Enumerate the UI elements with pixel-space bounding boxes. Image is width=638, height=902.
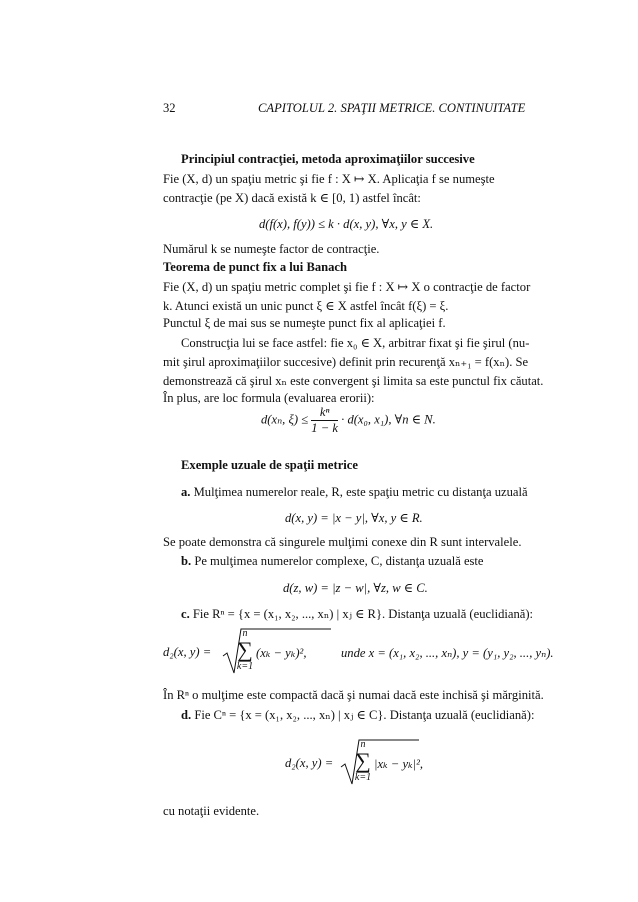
- sigma-icon: ∑: [355, 748, 371, 773]
- banach-line-6: demonstrează că şirul xₙ este convergent şi limita sa este punctul fix căutat.: [163, 374, 544, 388]
- banach-line-4: Construcţia lui se face astfel: fie x₀ ∈ X, arbitrar fixat şi fie şirul (nu-: [181, 336, 530, 350]
- example-c-sum-lower: k=1: [236, 661, 254, 672]
- example-d-text: Fie Cⁿ = {x = (x₁, x₂, ..., xₙ) | xⱼ ∈ C}. Distanţa uzuală (euclidiană):: [194, 708, 535, 722]
- banach-line-5: mit şirul aproximaţiilor succesive) definit prin recurenţă xₙ₊₁ = f(xₙ). Se: [163, 355, 529, 369]
- example-d-sum-lower: k=1: [354, 772, 372, 783]
- banach-line-1: Fie (X, d) un spaţiu metric complet şi fie f : X ↦ X o contracţie de factor: [163, 280, 531, 294]
- example-d-term: |xₖ − yₖ|²,: [374, 757, 424, 771]
- example-d: [181, 707, 534, 723]
- contraction-paragraph-line-2: contracţie (pe X) dacă există k ∈ [0, 1) astfel încât:: [163, 191, 421, 205]
- example-c-rest: unde x = (x₁, x₂, ..., xₙ), y = (y₁, y₂, ..., yₙ).: [341, 646, 554, 660]
- error-formula-denominator: 1 − k: [311, 421, 338, 435]
- page-number: 32: [163, 101, 176, 115]
- example-c-term: (xₖ − yₖ)²,: [256, 646, 307, 660]
- banach-line-7: În plus, are loc formula (evaluarea erorii):: [163, 391, 375, 405]
- example-c-sum-upper: n: [242, 628, 248, 639]
- example-a-formula: d(x, y) = |x − y|, ∀x, y ∈ R.: [285, 511, 423, 525]
- contraction-heading: Principiul contracţiei, metoda aproximaţiilor succesive: [181, 152, 475, 166]
- banach-line-2: k. Atunci există un unic punct ξ ∈ X astfel încât f(ξ) = ξ.: [163, 299, 449, 313]
- contraction-formula: d(f(x), f(y)) ≤ k · d(x, y), ∀x, y ∈ X.: [259, 217, 434, 231]
- example-c: [181, 606, 533, 622]
- example-c-lhs: d₂(x, y) =: [163, 645, 212, 659]
- contraction-paragraph-line-1: Fie (X, d) un spaţiu metric şi fie f : X ↦ X. Aplicaţia f se numeşte: [163, 172, 495, 186]
- examples-heading: Exemple uzuale de spaţii metrice: [181, 458, 358, 472]
- example-d-sum: [354, 739, 372, 783]
- banach-line-3: Punctul ξ de mai sus se numeşte punct fix al aplicaţiei f.: [163, 316, 446, 330]
- example-d-lhs: d₂(x, y) =: [285, 756, 334, 770]
- banach-heading: Teorema de punct fix a lui Banach: [163, 260, 348, 274]
- error-estimate-formula: [261, 405, 436, 436]
- error-formula-left: d(xₙ, ξ) ≤: [261, 412, 309, 427]
- example-c-label: c.: [181, 607, 190, 621]
- example-a-text: Mulţimea numerelor reale, R, este spaţiu metric cu distanţa uzuală: [193, 485, 528, 499]
- error-formula-numerator: kⁿ: [311, 405, 338, 421]
- error-formula-right: · d(x₀, x₁), ∀n ∈ N.: [341, 412, 436, 427]
- example-a: [181, 485, 528, 500]
- example-c-text: Fie Rⁿ = {x = (x₁, x₂, ..., xₙ) | xⱼ ∈ R}. Distanţa uzuală (euclidiană):: [192, 607, 534, 621]
- example-b-formula: d(z, w) = |z − w|, ∀z, w ∈ C.: [283, 581, 428, 595]
- example-c-sum: [236, 628, 254, 672]
- example-a-label: a.: [181, 485, 191, 499]
- example-d-sum-upper: n: [360, 739, 366, 750]
- example-d-label: d.: [181, 708, 192, 722]
- error-formula-fraction: [311, 405, 338, 436]
- example-b-text: Pe mulţimea numerelor complexe, C, distanţa uzuală este: [194, 554, 484, 568]
- example-c-note: În Rⁿ o mulţime este compactă dacă şi numai dacă este inchisă şi mărginită.: [163, 688, 544, 702]
- example-b: [181, 554, 484, 569]
- example-a-note: Se poate demonstra că singurele mulţimi conexe din R sunt intervalele.: [163, 535, 522, 549]
- sigma-icon: ∑: [237, 637, 253, 662]
- contraction-factor-note: Numărul k se numeşte factor de contracţie.: [163, 242, 380, 256]
- running-title: CAPITOLUL 2. SPAŢII METRICE. CONTINUITATE: [258, 101, 526, 115]
- closing-note: cu notaţii evidente.: [163, 804, 260, 818]
- example-b-label: b.: [181, 554, 192, 568]
